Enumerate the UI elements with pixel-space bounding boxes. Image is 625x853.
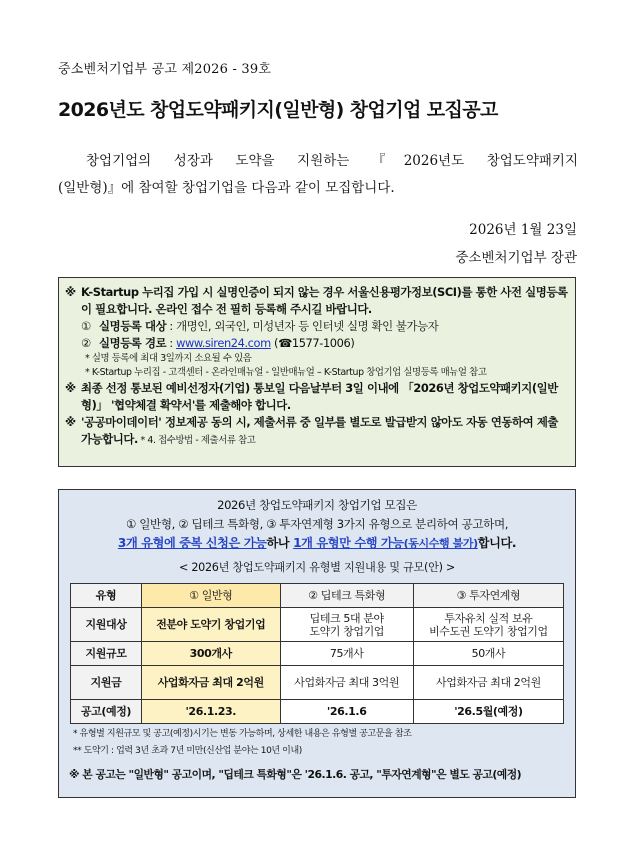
table-cell: 전분야 도약기 창업기업 bbox=[142, 608, 281, 642]
table-row bbox=[71, 700, 564, 724]
table-title: < 2026년 창업도약패키지 유형별 지원내용 및 규모(안) > bbox=[179, 561, 455, 574]
note-mark: ※ bbox=[65, 381, 76, 395]
row-label: 지원대상 bbox=[71, 608, 142, 642]
row-label: 지원금 bbox=[71, 666, 142, 700]
table-cell: 딥테크 5대 분야 도약기 창업기업 bbox=[280, 608, 413, 642]
table-cell: '26.1.23. bbox=[142, 700, 281, 724]
header-general: ① 일반형 bbox=[142, 584, 281, 608]
program-line-1: 2026년 창업도약패키지 창업기업 모집은 bbox=[217, 498, 417, 512]
footnote-1: * 유형별 지원규모 및 공고(예정)시기는 변동 가능하며, 상세한 내용은 유형별 공고문을 참조 bbox=[73, 729, 412, 739]
notice-reference: * 4. 접수방법 - 제출서류 참고 bbox=[137, 435, 256, 446]
support-table bbox=[70, 583, 564, 724]
simultaneous-note: (동시수행 불가) bbox=[403, 537, 478, 550]
notice-text: 최종 선정 통보된 예비선정자(기업) 통보일 다음날부터 3일 이내에 「2026년 창업도약패키지(일반형)」 '협약체결 확약서'를 제출해야 합니다. bbox=[81, 381, 558, 412]
notice-small-1: * 실명 등록에 최대 3일까지 소요될 수 있음 bbox=[85, 353, 252, 364]
table-cell: 사업화자금 최대 2억원 bbox=[142, 666, 281, 700]
program-line-3 bbox=[67, 534, 567, 553]
sub-label: 실명등록 경로 bbox=[99, 336, 167, 350]
table-cell: 300개사 bbox=[142, 642, 281, 666]
circled-number: ② bbox=[81, 336, 91, 350]
footnote-2: ** 도약기 : 업력 3년 초과 7년 미만(신산업 분야는 10년 이내) bbox=[73, 746, 302, 756]
table-row bbox=[71, 608, 564, 642]
table-cell: 75개사 bbox=[280, 642, 413, 666]
program-summary-box bbox=[58, 489, 576, 798]
siren24-link[interactable]: www.siren24.com bbox=[176, 336, 271, 350]
intro-paragraph bbox=[58, 148, 578, 202]
connector-text: 하나 bbox=[266, 536, 294, 550]
table-cell: 50개사 bbox=[413, 642, 563, 666]
circled-number: ① bbox=[81, 319, 91, 333]
notice-sub-route bbox=[65, 335, 569, 352]
header-investment: ③ 투자연계형 bbox=[413, 584, 563, 608]
table-row bbox=[71, 666, 564, 700]
notice-item-agreement bbox=[65, 380, 569, 414]
program-heading bbox=[67, 496, 567, 553]
notice-text: '공공마이데이터' 정보제공 동의 시, 제출서류 중 일부를 별도로 발급받지 않아도 자동 연동하여 제출 가능합니다. bbox=[81, 415, 559, 446]
final-note: ※ 본 공고는 "일반형" 공고이며, "딥테크 특화형"은 '26.1.6. 공고, "투자연계형"은 별도 공고(예정) bbox=[69, 768, 522, 781]
notice-item-realname bbox=[65, 284, 569, 318]
sub-text: : 개명인, 외국인, 미성년자 등 인터넷 실명 확인 불가능자 bbox=[166, 319, 439, 333]
table-header-row bbox=[71, 584, 564, 608]
notice-item-mydata bbox=[65, 414, 569, 449]
row-label: 공고(예정) bbox=[71, 700, 142, 724]
note-mark: ※ bbox=[65, 285, 76, 299]
page-title: 2026년도 창업도약패키지(일반형) 창업기업 모집공고 bbox=[58, 99, 498, 121]
intro-line-2: (일반형)』에 참여할 창업기업을 다음과 같이 모집합니다. bbox=[58, 180, 395, 196]
header-type: 유형 bbox=[71, 584, 142, 608]
row-label: 지원규모 bbox=[71, 642, 142, 666]
table-cell: 사업화자금 최대 2억원 bbox=[413, 666, 563, 700]
duplicate-apply-text: 3개 유형에 중복 신청은 가능 bbox=[117, 536, 267, 550]
notice-sub-target bbox=[65, 318, 569, 335]
table-row bbox=[71, 642, 564, 666]
sub-label: 실명등록 대상 bbox=[99, 319, 167, 333]
table-cell: '26.5월(예정) bbox=[413, 700, 563, 724]
program-line-2: ① 일반형, ② 딥테크 특화형, ③ 투자연계형 3가지 유형으로 분리하여 공고하며, bbox=[125, 517, 509, 531]
notice-text: K-Startup 누리집 가입 시 실명인증이 되지 않는 경우 서울신용평가정보(SCI)를 통한 사전 실명등록이 필요합니다. 온라인 접수 전 필히 등록해 주시길 바랍니다. bbox=[81, 285, 568, 316]
ending-text: 합니다. bbox=[477, 536, 517, 550]
header-deeptech: ② 딥테크 특화형 bbox=[280, 584, 413, 608]
intro-line-1: 창업기업의 성장과 도약을 지원하는 『2026년도 창업도약패키지 bbox=[86, 153, 578, 169]
doc-number: 중소벤처기업부 공고 제2026 - 39호 bbox=[58, 62, 272, 77]
phone-text: (☎1577-1006) bbox=[270, 336, 355, 350]
notice-small-2: * K-Startup 누리집 - 고객센터 - 온라인매뉴얼 - 일반매뉴얼 – K-Startup 창업기업 실명등록 매뉴얼 참고 bbox=[85, 367, 487, 378]
announcement-date: 2026년 1월 23일 bbox=[469, 222, 577, 238]
table-cell: 투자유치 실적 보유 비수도권 도약기 창업기업 bbox=[413, 608, 563, 642]
single-type-text: 1개 유형만 수행 가능 bbox=[293, 536, 404, 550]
note-mark: ※ bbox=[65, 415, 76, 429]
table-cell: 사업화자금 최대 3억원 bbox=[280, 666, 413, 700]
notice-box bbox=[58, 277, 576, 467]
sub-separator: : bbox=[166, 336, 177, 350]
issuer-signature: 중소벤처기업부 장관 bbox=[455, 250, 577, 266]
table-cell: '26.1.6 bbox=[280, 700, 413, 724]
